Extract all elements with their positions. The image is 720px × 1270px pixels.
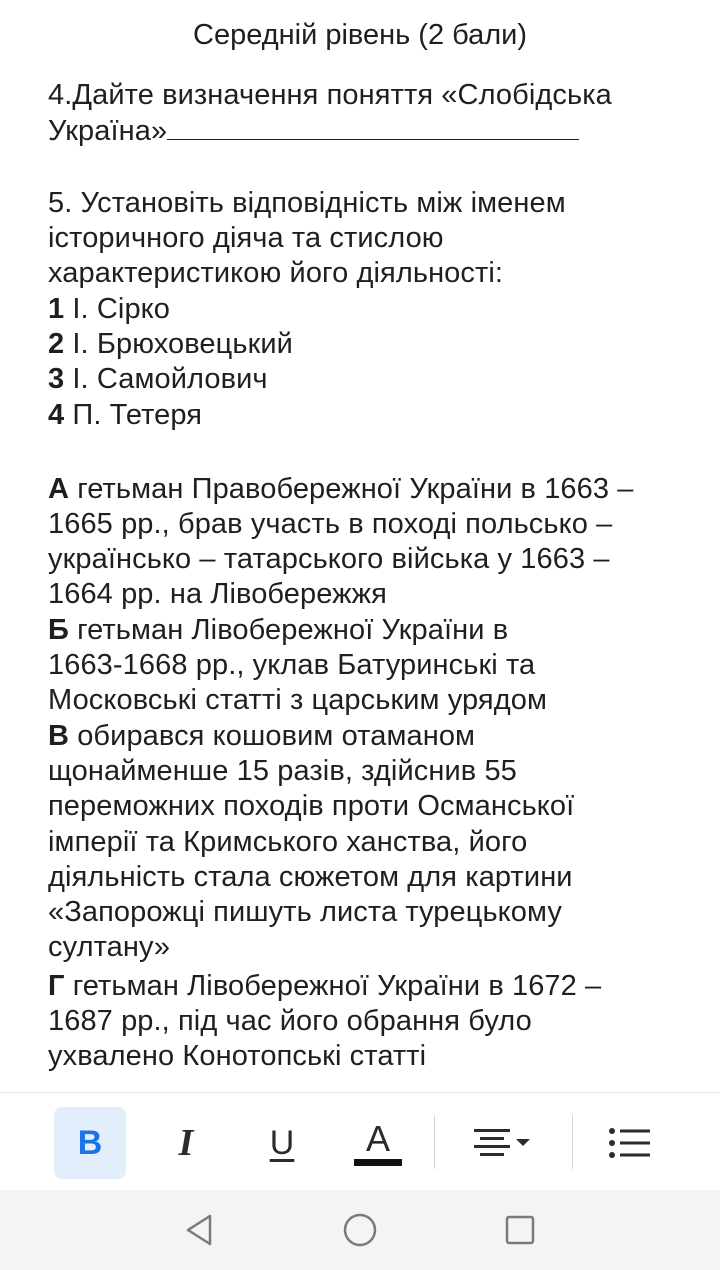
list-item-name-2 <box>48 327 293 362</box>
bullet-list-icon <box>608 1125 652 1161</box>
option-text: обирався кошовим отаманом <box>69 720 476 752</box>
formatting-toolbar <box>0 1092 720 1191</box>
underline-icon: U <box>269 1123 295 1162</box>
italic-icon: I <box>178 1122 194 1164</box>
option-v-line-3: переможних походів проти Османської <box>48 790 575 822</box>
recent-apps-square-icon <box>502 1212 538 1248</box>
name-text: І. Самойлович <box>64 363 268 395</box>
option-text: гетьман Лівобережної України в <box>68 614 509 646</box>
bullet-list-button[interactable] <box>594 1107 666 1179</box>
name-number: 4 <box>48 399 65 431</box>
home-circle-icon <box>340 1210 380 1250</box>
option-v-line-5: діяльність стала сюжетом для картини <box>48 861 573 893</box>
name-number: 1 <box>48 293 65 325</box>
text-color-letter: A <box>365 1117 390 1159</box>
option-text: гетьман Правобережної України в 1663 – <box>69 473 634 505</box>
bold-button[interactable] <box>54 1107 126 1179</box>
option-a-line-1 <box>48 472 634 507</box>
section-heading: Середній рівень (2 бали) <box>193 19 527 51</box>
toolbar-divider <box>434 1115 435 1169</box>
underline-button[interactable] <box>246 1107 318 1179</box>
italic-button[interactable] <box>150 1107 222 1179</box>
align-dropdown-button[interactable] <box>470 1107 542 1179</box>
list-item-name-1 <box>48 292 170 327</box>
name-text: І. Брюховецький <box>64 328 293 360</box>
option-b-line-2: 1663-1668 рр., уклав Батуринські та <box>48 649 536 681</box>
home-button[interactable] <box>330 1200 390 1260</box>
option-letter: В <box>48 720 70 752</box>
answer-blank <box>167 113 579 140</box>
name-text: П. Тетеря <box>64 399 203 431</box>
question-5-line-3: характеристикою його діяльності: <box>48 257 504 289</box>
option-letter: Б <box>48 614 69 646</box>
option-v-line-6: «Запорожці пишуть листа турецькому <box>48 896 562 928</box>
option-v-line-2: щонайменше 15 разів, здійснив 55 <box>48 755 517 787</box>
option-b-line-3: Московські статті з царським урядом <box>48 684 548 716</box>
text-color-button[interactable] <box>342 1107 414 1179</box>
system-navigation-bar <box>0 1190 720 1270</box>
option-v-line-1 <box>48 719 475 754</box>
name-number: 2 <box>48 328 65 360</box>
back-button[interactable] <box>170 1200 230 1260</box>
question-5-line-2: історичного діяча та стислою <box>48 222 444 254</box>
option-g-line-3: ухвалено Конотопські статті <box>48 1040 427 1072</box>
chevron-down-icon <box>516 1139 530 1146</box>
option-g-line-1 <box>48 969 601 1004</box>
bold-icon: B <box>77 1123 103 1162</box>
option-a-line-2: 1665 рр., брав участь в поході польсько – <box>48 508 613 540</box>
list-item-name-4 <box>48 398 202 433</box>
option-v-line-4: імперії та Кримського ханства, його <box>48 826 528 858</box>
name-text: І. Сірко <box>64 293 171 325</box>
option-letter: Г <box>48 970 65 1002</box>
toolbar-divider <box>572 1115 573 1169</box>
back-triangle-icon <box>182 1212 218 1248</box>
text-color-icon <box>354 1117 402 1166</box>
option-v-line-7: султану» <box>48 931 171 963</box>
option-g-line-2: 1687 рр., під час його обрання було <box>48 1005 532 1037</box>
align-center-icon <box>470 1123 542 1163</box>
option-a-line-3: українсько – татарського війська у 1663 – <box>48 543 610 575</box>
option-text: гетьман Лівобережної України в 1672 – <box>64 970 602 1002</box>
list-item-name-3 <box>48 362 268 397</box>
question-5-line-1: 5. Установіть відповідність між іменем <box>48 187 566 219</box>
option-b-line-1 <box>48 613 508 648</box>
recent-apps-button[interactable] <box>490 1200 550 1260</box>
option-letter: А <box>48 473 70 505</box>
question-4-term: Україна» <box>48 115 168 147</box>
text-color-swatch <box>354 1159 402 1166</box>
question-4-line-1: 4.Дайте визначення поняття «Слобідська <box>48 79 612 111</box>
option-a-line-4: 1664 рр. на Лівобережжя <box>48 578 387 610</box>
question-4-line-2 <box>48 113 579 149</box>
name-number: 3 <box>48 363 65 395</box>
